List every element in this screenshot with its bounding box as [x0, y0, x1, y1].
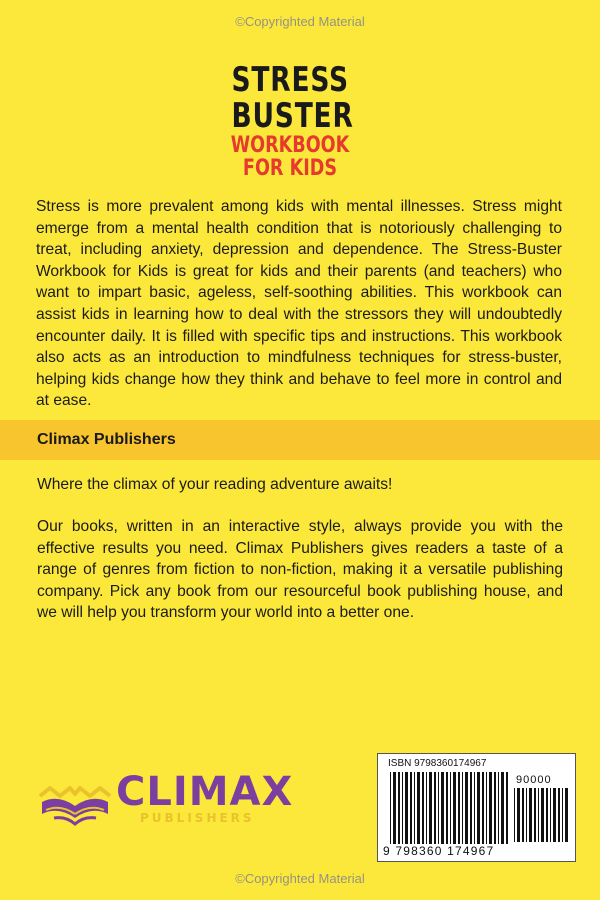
publisher-heading: Climax Publishers — [37, 431, 176, 448]
publisher-tagline: Where the climax of your reading adventure awaits! — [37, 476, 393, 493]
isbn-barcode — [377, 753, 576, 862]
open-book-icon — [36, 766, 114, 830]
title-line-workbook: WORKBOOK — [230, 133, 350, 158]
copyright-watermark-top: © Copyrighted Material — [0, 14, 600, 29]
isbn-label: ISBN 9798360174967 — [388, 758, 487, 769]
publisher-band — [0, 420, 600, 460]
publisher-about: Our books, written in an interactive style, always provide you with the effective results you need. Climax Publishers gives readers a taste of a range of genres from fiction to non-fiction, making it a versatile publishing company. Pick any book from our resourceful book publishing house, and we will help you transform your world into a better one. — [37, 518, 563, 622]
logo-subtitle: PUBLISHERS — [140, 811, 255, 825]
book-title — [215, 62, 365, 180]
title-line-stress: STRESS — [231, 60, 349, 100]
logo-wordmark: CLIMAX — [116, 769, 294, 815]
title-line-buster: BUSTER — [231, 96, 354, 136]
publisher-logo — [36, 766, 306, 830]
ean-digits: 9 798360 174967 — [383, 844, 495, 858]
copyright-watermark-bottom: © Copyrighted Material — [0, 871, 600, 886]
price-code: 90000 — [516, 774, 552, 786]
title-line-for-kids: FOR KIDS — [242, 156, 338, 181]
book-description: Stress is more prevalent among kids with mental illnesses. Stress might emerge from a mental health condition that is notoriously challenging to treat, including anxiety, depression and dependence. The Stress-Buster Workbook for Kids is great for kids and their parents (and teachers) who want to impart basic, ageless, self-soothing abilities. This workbook can assist kids in learning how to deal with the stressors they will undoubtedly encounter daily. It is filled with specific tips and instructions. This workbook also acts as an introduction to mindfulness techniques for stress-buster, helping kids change how they think and behave to feel more in control and at ease. — [36, 198, 562, 410]
